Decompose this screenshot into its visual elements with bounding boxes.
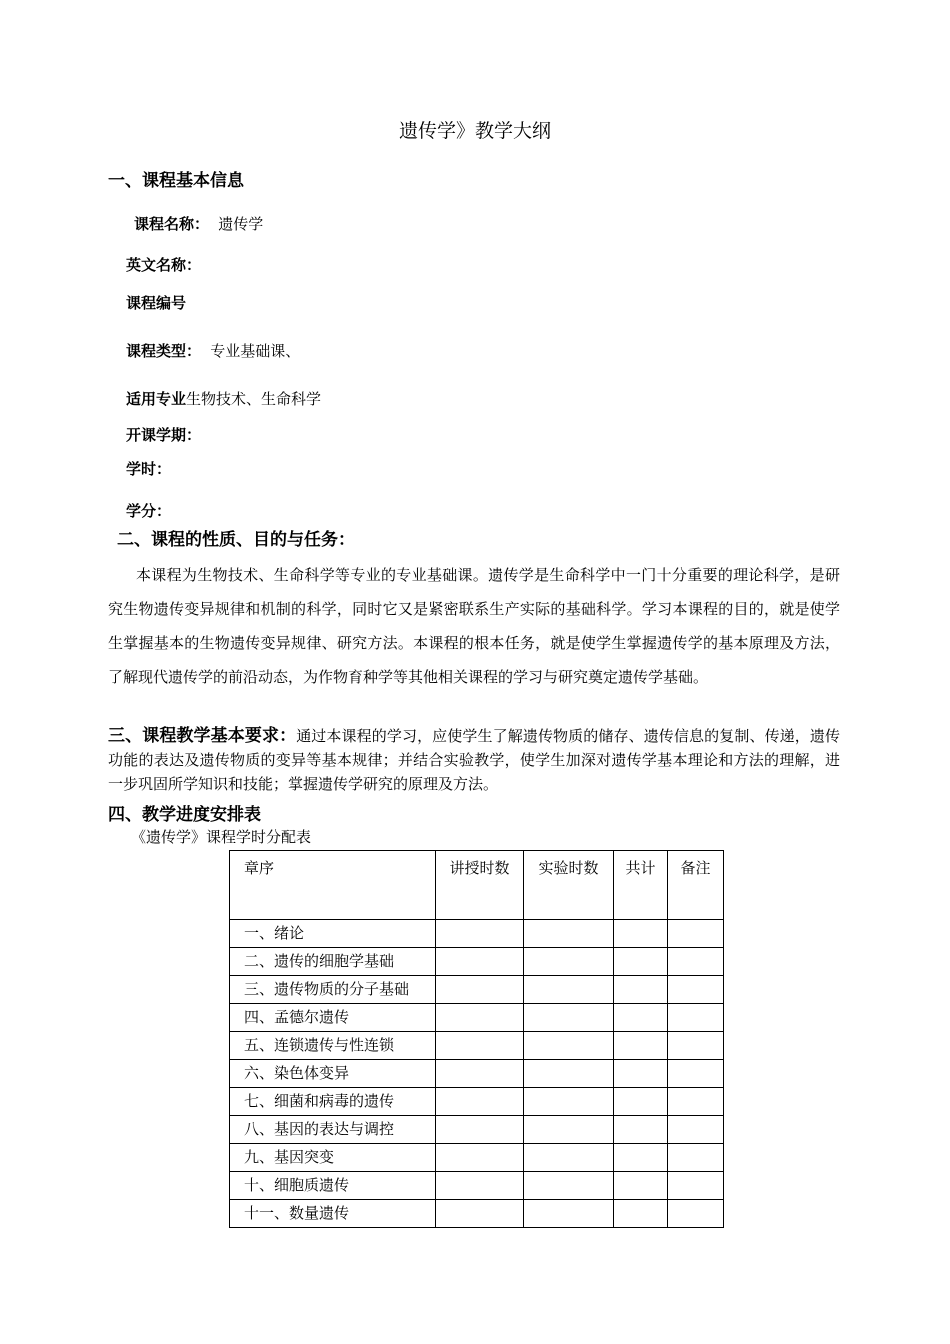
field-label: 课程名称： — [134, 215, 210, 233]
field-course-type — [126, 340, 300, 361]
cell — [524, 1144, 614, 1172]
column-header: 备注 — [668, 851, 724, 920]
table-row — [230, 1088, 724, 1116]
cell — [524, 976, 614, 1004]
field-value: 生物技术、生命科学 — [186, 390, 322, 408]
chapter-cell: 八、基因的表达与调控 — [230, 1116, 436, 1144]
field-semester — [126, 424, 201, 445]
cell — [614, 1172, 668, 1200]
cell — [614, 976, 668, 1004]
field-value: 遗传学 — [218, 215, 264, 233]
chapter-cell: 七、细菌和病毒的遗传 — [230, 1088, 436, 1116]
chapter-cell: 三、遗传物质的分子基础 — [230, 976, 436, 1004]
cell — [436, 1172, 524, 1200]
document-title: 遗传学》教学大纲 — [398, 120, 551, 142]
field-label: 学分： — [126, 502, 172, 520]
column-header: 章序 — [230, 851, 436, 920]
cell — [436, 1060, 524, 1088]
section-3-block — [108, 724, 840, 796]
section-2-heading: 二、课程的性质、目的与任务： — [117, 530, 355, 550]
cell — [614, 1144, 668, 1172]
cell — [436, 1200, 524, 1228]
hours-allocation-table — [229, 850, 724, 1228]
table-row — [230, 1060, 724, 1088]
cell — [524, 920, 614, 948]
cell — [614, 920, 668, 948]
table-row — [230, 920, 724, 948]
cell — [668, 976, 724, 1004]
chapter-cell: 十、细胞质遗传 — [230, 1172, 436, 1200]
cell — [668, 1032, 724, 1060]
cell — [668, 1172, 724, 1200]
cell — [436, 1144, 524, 1172]
cell — [668, 948, 724, 976]
table-row — [230, 1144, 724, 1172]
field-course-name — [134, 213, 263, 234]
cell — [524, 1116, 614, 1144]
cell — [614, 1032, 668, 1060]
cell — [614, 1060, 668, 1088]
cell — [668, 1116, 724, 1144]
table-caption: 《遗传学》课程学时分配表 — [131, 828, 312, 846]
cell — [668, 920, 724, 948]
table-header-row — [230, 851, 724, 920]
column-header: 共计 — [614, 851, 668, 920]
field-label: 开课学期： — [126, 426, 202, 444]
cell — [524, 1172, 614, 1200]
table-row — [230, 948, 724, 976]
table-row — [230, 1116, 724, 1144]
cell — [524, 1004, 614, 1032]
cell — [614, 1116, 668, 1144]
table-row — [230, 1004, 724, 1032]
cell — [524, 1032, 614, 1060]
chapter-cell: 九、基因突变 — [230, 1144, 436, 1172]
field-label: 英文名称： — [126, 256, 202, 274]
cell — [524, 1088, 614, 1116]
field-value: 专业基础课、 — [210, 342, 301, 360]
table-row — [230, 1172, 724, 1200]
section-3-heading: 三、课程教学基本要求： — [108, 726, 297, 746]
table-row — [230, 976, 724, 1004]
cell — [436, 920, 524, 948]
section-3-body: 通过本课程的学习，应使学生了解遗传物质的储存、遗传信息的复制、传递，遗传功能的表达及遗传物质的变异等基本规律；并结合实验教学，使学生加深对遗传学基本理论和方法的理解，进一步巩固所学知识和技能；掌握遗传学研究的原理及方法。 — [108, 727, 840, 793]
chapter-cell: 二、遗传的细胞学基础 — [230, 948, 436, 976]
chapter-cell: 十一、数量遗传 — [230, 1200, 436, 1228]
field-english-name — [126, 254, 201, 275]
chapter-cell: 六、染色体变异 — [230, 1060, 436, 1088]
field-applicable-major — [126, 388, 321, 409]
cell — [668, 1060, 724, 1088]
cell — [436, 1004, 524, 1032]
cell — [668, 1200, 724, 1228]
chapter-cell: 五、连锁遗传与性连锁 — [230, 1032, 436, 1060]
field-course-code — [126, 292, 186, 313]
cell — [614, 948, 668, 976]
column-header: 讲授时数 — [436, 851, 524, 920]
cell — [668, 1144, 724, 1172]
cell — [436, 1032, 524, 1060]
section-4-heading: 四、教学进度安排表 — [108, 805, 261, 825]
field-label: 课程编号 — [126, 294, 187, 312]
section-1-heading: 一、课程基本信息 — [108, 171, 244, 191]
cell — [436, 1116, 524, 1144]
chapter-cell: 四、孟德尔遗传 — [230, 1004, 436, 1032]
column-header: 实验时数 — [524, 851, 614, 920]
cell — [524, 1060, 614, 1088]
field-credits — [126, 500, 171, 521]
cell — [614, 1088, 668, 1116]
cell — [524, 948, 614, 976]
chapter-cell: 一、绪论 — [230, 920, 436, 948]
cell — [668, 1004, 724, 1032]
cell — [436, 976, 524, 1004]
cell — [668, 1088, 724, 1116]
field-label: 学时： — [126, 460, 172, 478]
field-label: 适用专业 — [126, 390, 187, 408]
table-row — [230, 1032, 724, 1060]
cell — [436, 1088, 524, 1116]
cell — [436, 948, 524, 976]
cell — [524, 1200, 614, 1228]
table-row — [230, 1200, 724, 1228]
cell — [614, 1004, 668, 1032]
field-hours — [126, 458, 171, 479]
field-label: 课程类型： — [126, 342, 202, 360]
cell — [614, 1200, 668, 1228]
section-2-body: 本课程为生物技术、生命科学等专业的专业基础课。遗传学是生命科学中一门十分重要的理论科学，是研究生物遗传变异规律和机制的科学，同时它又是紧密联系生产实际的基础科学。学习本课程的目的，就是使学生掌握基本的生物遗传变异规律、研究方法。本课程的根本任务，就是使学生掌握遗传学的基本原理及方法，了解现代遗传学的前沿动态，为作物育种学等其他相关课程的学习与研究奠定遗传学基础。 — [108, 566, 840, 686]
